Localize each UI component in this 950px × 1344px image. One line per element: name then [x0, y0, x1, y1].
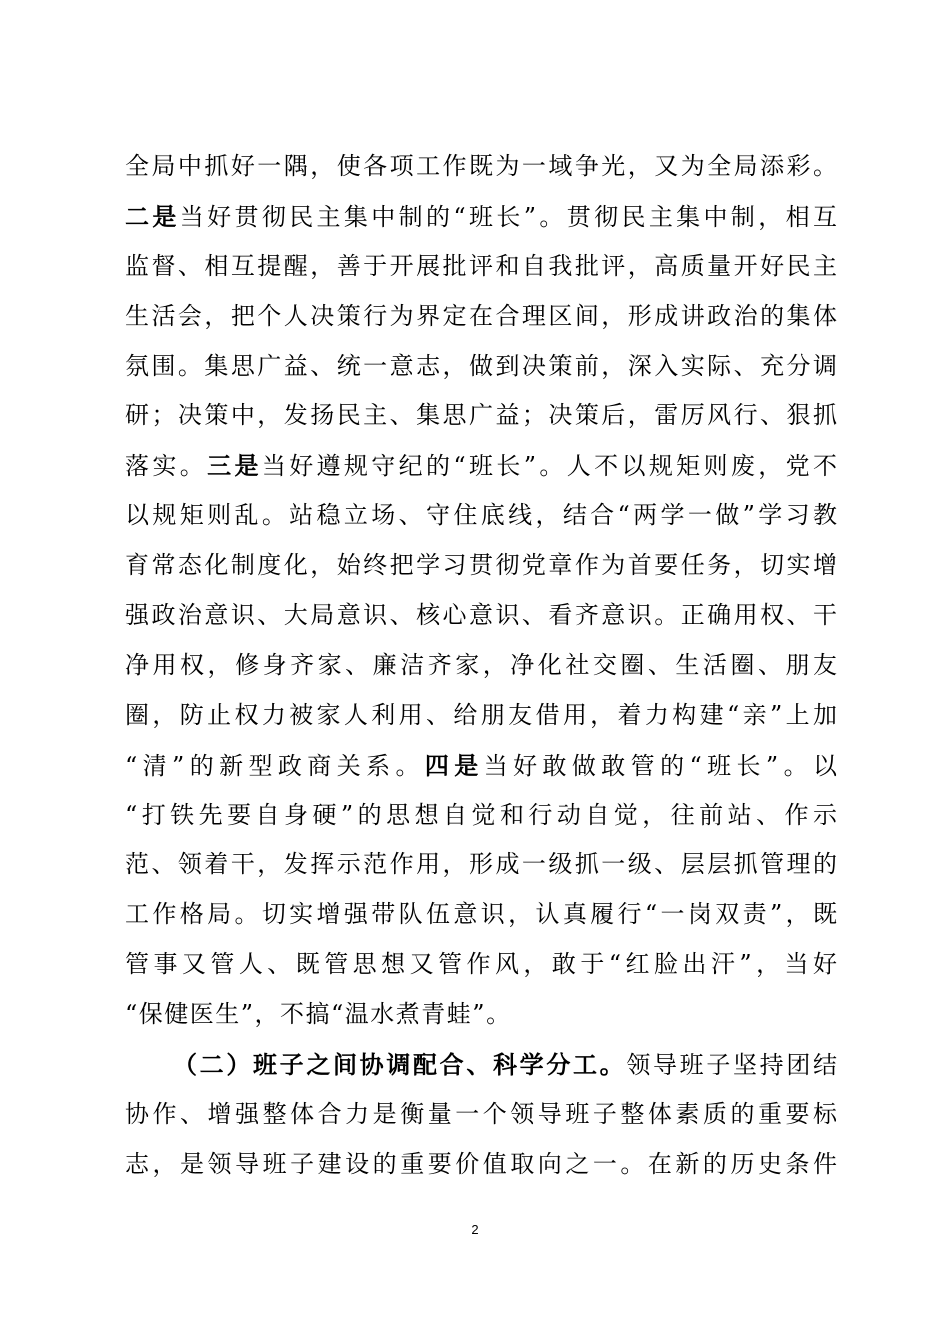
line-text: “打铁先要自身硬”的思想自觉和行动自觉，往前站、作示 — [125, 800, 837, 829]
line-text: 当好敢做敢管的“班长”。以 — [483, 751, 837, 780]
line-text: 强政治意识、大局意识、核心意识、看齐意识。正确用权、干 — [125, 601, 837, 630]
bold-lead-in: 四是 — [424, 750, 484, 780]
text-line — [125, 940, 837, 990]
line-text: 育常态化制度化，始终把学习贯彻党章作为首要任务，切实增 — [125, 551, 837, 580]
text-line — [125, 741, 837, 791]
line-text: 范、领着干，发挥示范作用，形成一级抓一级、层层抓管理的 — [125, 850, 837, 879]
text-line — [125, 1040, 837, 1090]
page-number: 2 — [471, 1222, 479, 1237]
text-line — [125, 342, 837, 392]
line-text: 当好遵规守纪的“班长”。人不以规矩则废，党不 — [261, 452, 838, 481]
text-line — [125, 242, 837, 292]
line-text: 志，是领导班子建设的重要价值取向之一。在新的历史条件 — [125, 1149, 837, 1178]
document-body — [125, 142, 837, 1190]
line-text: 协作、增强整体合力是衡量一个领导班子整体素质的重要标 — [125, 1099, 837, 1128]
text-line — [125, 292, 837, 342]
line-text: 净用权，修身齐家、廉洁齐家，净化社交圈、生活圈、朋友 — [125, 650, 837, 679]
bold-lead-in: 二是 — [125, 201, 180, 231]
text-line — [125, 441, 837, 491]
text-line — [125, 142, 837, 192]
text-line — [125, 990, 837, 1040]
line-text: 氛围。集思广益、统一意志，做到决策前，深入实际、充分调 — [125, 351, 837, 380]
text-line — [125, 391, 837, 441]
text-line — [125, 840, 837, 890]
line-text: 圈，防止权力被家人利用、给朋友借用，着力构建“亲”上加 — [125, 700, 837, 729]
line-text: 工作格局。切实增强带队伍意识，认真履行“一岗双责”，既 — [125, 900, 837, 929]
line-text: 管事又管人、既管思想又管作风，敢于“红脸出汗”，当好 — [125, 950, 837, 979]
text-line — [125, 641, 837, 691]
text-line — [125, 491, 837, 541]
line-text: 以规矩则乱。站稳立场、守住底线，结合“两学一做”学习教 — [125, 501, 837, 530]
line-text: “清”的新型政商关系。 — [125, 751, 425, 780]
line-text: 全局中抓好一隅，使各项工作既为一域争光，又为全局添彩。 — [125, 152, 837, 180]
line-text: 生活会，把个人决策行为界定在合理区间，形成讲政治的集体 — [125, 301, 837, 330]
bold-lead-in: 三是 — [207, 451, 262, 481]
section-heading: （二）班子之间协调配合、科学分工。 — [173, 1050, 627, 1080]
text-line — [125, 791, 837, 841]
line-text: 领导班子坚持团结 — [626, 1051, 838, 1080]
line-text: “保健医生”，不搞“温水煮青蛙”。 — [125, 1000, 512, 1029]
text-line — [125, 541, 837, 591]
line-text: 当好贯彻民主集中制的“班长”。贯彻民主集中制，相互 — [179, 202, 837, 231]
text-line — [125, 1090, 837, 1140]
line-text: 落实。 — [125, 452, 208, 481]
line-text: 监督、相互提醒，善于开展批评和自我批评，高质量开好民主 — [125, 251, 837, 280]
line-text: 研；决策中，发扬民主、集思广益；决策后，雷厉风行、狠抓 — [125, 401, 837, 430]
text-line — [125, 1140, 837, 1190]
text-line — [125, 591, 837, 641]
text-line — [125, 890, 837, 940]
text-line — [125, 691, 837, 741]
text-line — [125, 192, 837, 242]
